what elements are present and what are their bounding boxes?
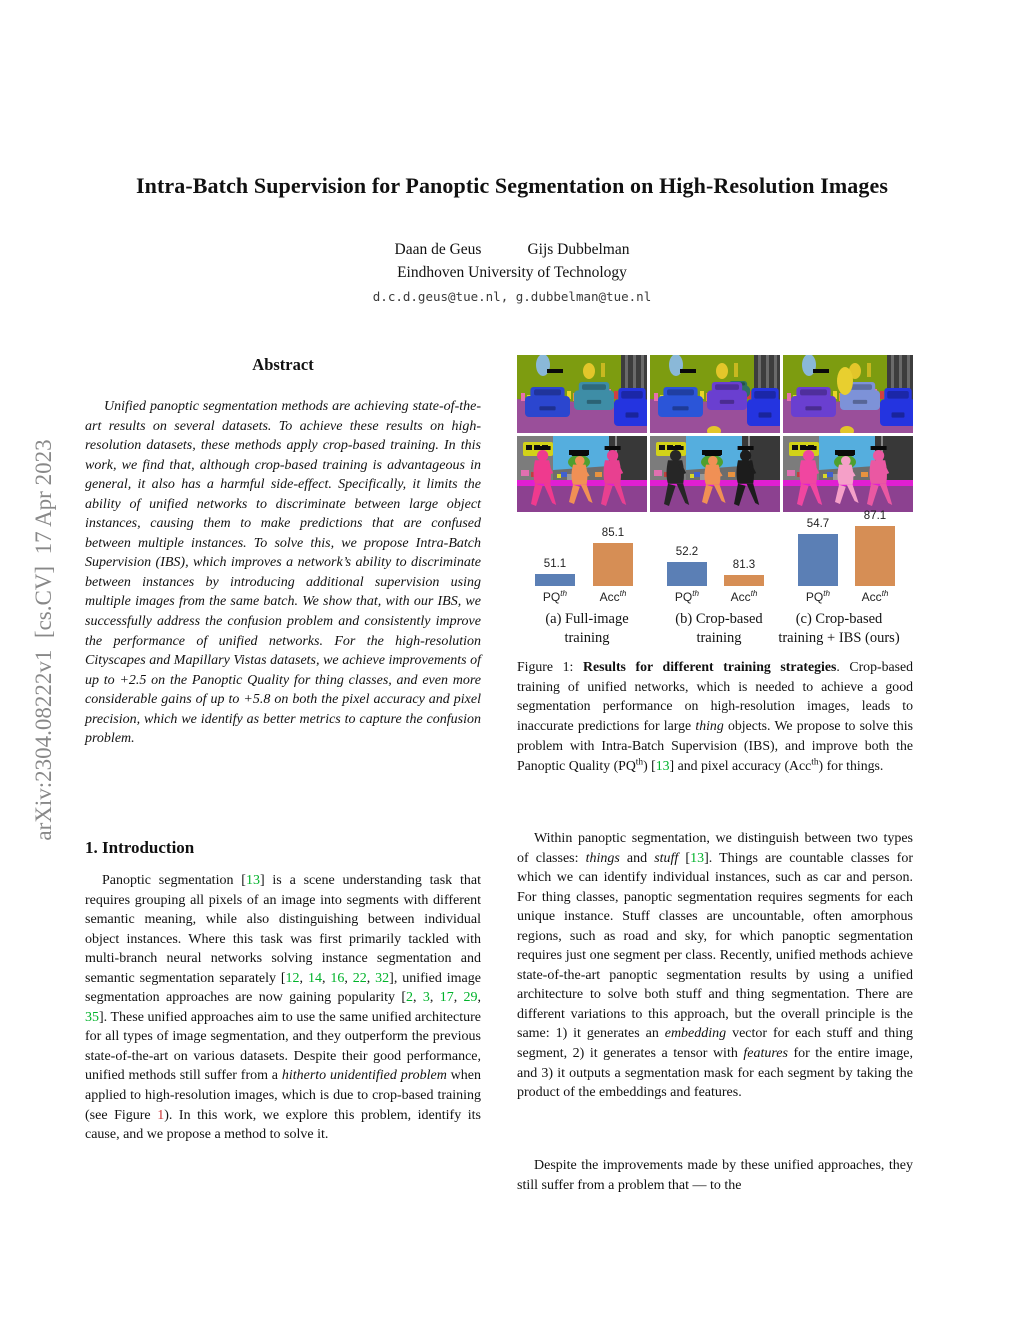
car-segment <box>614 388 647 426</box>
text-run: and <box>619 850 655 866</box>
italic-text: embedding <box>664 1026 727 1042</box>
seg-panel-b-bottom <box>650 436 780 512</box>
car-segment <box>880 388 913 426</box>
text-run: ) [ <box>643 757 656 773</box>
bar-value-label: 51.1 <box>543 557 567 570</box>
text-run: ]. These unified approaches aim to use the same unified architecture for all types of image segmentation, and they outperform the previous state-of-the-art on various datasets. Despite their good performance, unified methods still suffer from a <box>85 1009 481 1084</box>
text-run: ]. Things are countable classes for which we can identify individual instances, such as car and person. For thing classes, panoptic segmentation requires segments for each unique instance. Stuff classes are uncountable, often amorphous regions, such as road and sky, for which panoptic segmentation requires just one segment per class. Recently, unified methods achieve state-of-the-art panoptic segmentation results by using a unified architecture to solve both stuff and thing segmentation. There are different variations to this approach, but the overall principle is the same: 1) it generates an <box>517 850 913 1042</box>
citation-link[interactable]: 16 <box>330 970 345 986</box>
bar-value-label: 87.1 <box>863 510 887 523</box>
chart-caption-c: (c) Crop-based training + IBS (ours) <box>778 611 900 646</box>
bar-value-label: 52.2 <box>675 545 699 558</box>
bar-pq-group1 <box>535 574 575 586</box>
citation-link[interactable]: 22 <box>352 970 367 986</box>
citation-link[interactable]: 3 <box>422 990 430 1006</box>
citation-link[interactable]: 14 <box>307 970 322 986</box>
bar-acc-group3 <box>855 526 895 586</box>
citation-link[interactable]: 32 <box>375 970 390 986</box>
figure1-caption <box>517 657 913 775</box>
figure1-bar-charts <box>517 512 913 608</box>
bar-value-label: 54.7 <box>806 518 830 531</box>
bar-value-label: 85.1 <box>601 527 625 540</box>
text-run: Figure 1: <box>517 659 583 674</box>
text-run: objects. We propose to solve this problem with Intra-Batch Supervision (IBS), and improve both the Panoptic Quality (PQ <box>517 718 913 773</box>
text-run: Panoptic segmentation [ <box>102 873 246 888</box>
author-1: Daan de Geus <box>394 241 482 258</box>
citation-link[interactable]: 29 <box>463 990 478 1006</box>
chart-caption-b: (b) Crop-based training <box>675 611 763 646</box>
bar-acc-group2 <box>724 575 764 586</box>
author-emails: d.c.d.geus@tue.nl, g.dubbelman@tue.nl <box>372 289 652 304</box>
text-run: , <box>413 990 423 1006</box>
figure1-image-grid <box>517 355 913 513</box>
paper-title: Intra-Batch Supervision for Panoptic Segmentation on High-Resolution Images <box>135 173 889 198</box>
citation-link[interactable]: 17 <box>439 990 454 1006</box>
bar-pq-group3 <box>798 534 838 586</box>
text-run: , <box>429 990 440 1006</box>
text-run: , <box>321 970 331 986</box>
affiliation: Eindhoven University of Technology <box>397 264 627 281</box>
text-run: , <box>366 970 376 986</box>
italic-text: features <box>743 1046 788 1062</box>
citation-link[interactable]: 13 <box>690 850 705 866</box>
text-run: Within panoptic segmentation, we distinguish between two types of classes: <box>517 831 913 866</box>
arxiv-stamp: arXiv:2304.08222v1 [cs.CV] 17 Apr 2023 <box>31 439 56 841</box>
superscript-text: th <box>635 756 644 767</box>
text-run: ] and pixel accuracy (Acc <box>669 757 812 773</box>
bar-acc-group1 <box>593 543 633 586</box>
text-run: ) for things. <box>818 757 884 773</box>
text-run: , <box>344 970 353 986</box>
italic-text: stuff <box>654 850 679 866</box>
car-segment <box>525 387 570 417</box>
text-run: , <box>299 970 308 986</box>
abstract-heading: Abstract <box>252 355 314 374</box>
seg-panel-c-top <box>783 355 913 433</box>
italic-text: hitherto unidentified problem <box>281 1068 447 1084</box>
car-segment <box>658 387 703 417</box>
text-run: Despite the improvements made by these unified approaches, they still suffer from a problem that — to the <box>517 1158 913 1193</box>
figure-ref-link[interactable]: 1 <box>157 1107 165 1123</box>
text-run: , <box>477 990 482 1006</box>
author-2: Gijs Dubbelman <box>527 241 630 258</box>
superscript-text: th <box>811 756 819 767</box>
car-segment <box>707 382 747 410</box>
text-run: ], unified image segmentation approaches are now gaining popularity [ <box>85 970 481 1006</box>
bold-text: Results for different training strategies <box>583 659 837 674</box>
citation-link[interactable]: 12 <box>285 970 300 986</box>
text-run: for the entire image, and 3) it outputs a segmentation mask for each segment by taking the product of the embeddings and features. <box>517 1046 913 1101</box>
seg-panel-a-top <box>517 355 647 433</box>
bar-metric-label: Acc$^{th}$ <box>861 589 889 604</box>
seg-panel-b-top <box>650 355 780 433</box>
seg-panel-c-bottom <box>783 436 913 512</box>
figure1-chart-captions <box>517 610 913 654</box>
car-segment <box>791 387 836 417</box>
italic-text: things <box>585 850 620 866</box>
bar-metric-label: Acc$^{th}$ <box>730 589 758 604</box>
car-segment <box>747 388 780 426</box>
bar-metric-label: Acc$^{th}$ <box>599 589 627 604</box>
citation-link[interactable]: 35 <box>85 1009 99 1025</box>
chart-caption-a: (a) Full-image training <box>545 611 629 646</box>
introduction-paragraph <box>85 871 481 1145</box>
seg-panel-a-bottom <box>517 436 647 512</box>
body-paragraph-1 <box>517 829 913 1103</box>
bar-value-label: 81.3 <box>732 559 756 572</box>
text-run: ] is a scene understanding task that requires grouping all pixels of an image into segments with different semantic meaning, while also distinguishing between individual object instances. Where this task was first primarily tackled with multi-branch neural networks solving instance segmentation and semantic segmentation separately [ <box>85 873 481 986</box>
bar-metric-label: $PQ^{th}$ <box>805 589 831 604</box>
bar-pq-group2 <box>667 562 707 586</box>
introduction-heading: 1. Introduction <box>85 838 195 857</box>
text-run: [ <box>678 850 691 866</box>
text-run: . Crop-based training of unified networks, which is needed to achieve a good segmentation performance on high-resolution images, leads to inaccurate predictions for large <box>517 659 913 734</box>
text-run: , <box>453 990 464 1006</box>
bar-metric-label: $PQ^{th}$ <box>674 589 700 604</box>
text-run: vector for each stuff and thing segment, 2) it generates a tensor with <box>517 1026 913 1062</box>
body-paragraph-2 <box>517 1156 913 1195</box>
bar-metric-label: $PQ^{th}$ <box>542 589 568 604</box>
citation-link[interactable]: 13 <box>655 757 670 773</box>
text-run: ). In this work, we explore this problem, identify its cause, and we propose a method to solve it. <box>85 1107 481 1143</box>
abstract-body: Unified panoptic segmentation methods are achieving state-of-the-art results on several datasets. To achieve these results on high-resolution datasets, these methods apply crop-based training. In this work, we find that, although crop-based training is advantageous in general, it also has a harmful side-effect. Specifically, it limits the ability of unified networks to discriminate between large object instances, causing them to make predictions that are confused between multiple instances. To solve this, we propose Intra-Batch Supervision (IBS), which improves a network’s ability to discriminate between instances by introducing additional supervision using multiple images from the same batch. We show that, with our IBS, we successfully address the confusion problem and consistently improve the performance of unified networks. For the high-resolution Cityscapes and Mapillary Vistas datasets, we achieve improvements of up to +2.5 on the Panoptic Quality for thing classes, and even more considerable gains of up to +5.8 on both the pixel accuracy and pixel precision, which we identify as better metrics to capture the confusion problem. <box>85 399 481 747</box>
citation-link[interactable]: 13 <box>245 873 260 888</box>
authors-line <box>62 241 962 259</box>
text-run: when applied to high-resolution images, which is due to crop-based training (see Figure <box>85 1068 481 1123</box>
citation-link[interactable]: 2 <box>406 990 414 1006</box>
car-segment <box>574 382 614 410</box>
italic-text: thing <box>695 718 724 734</box>
